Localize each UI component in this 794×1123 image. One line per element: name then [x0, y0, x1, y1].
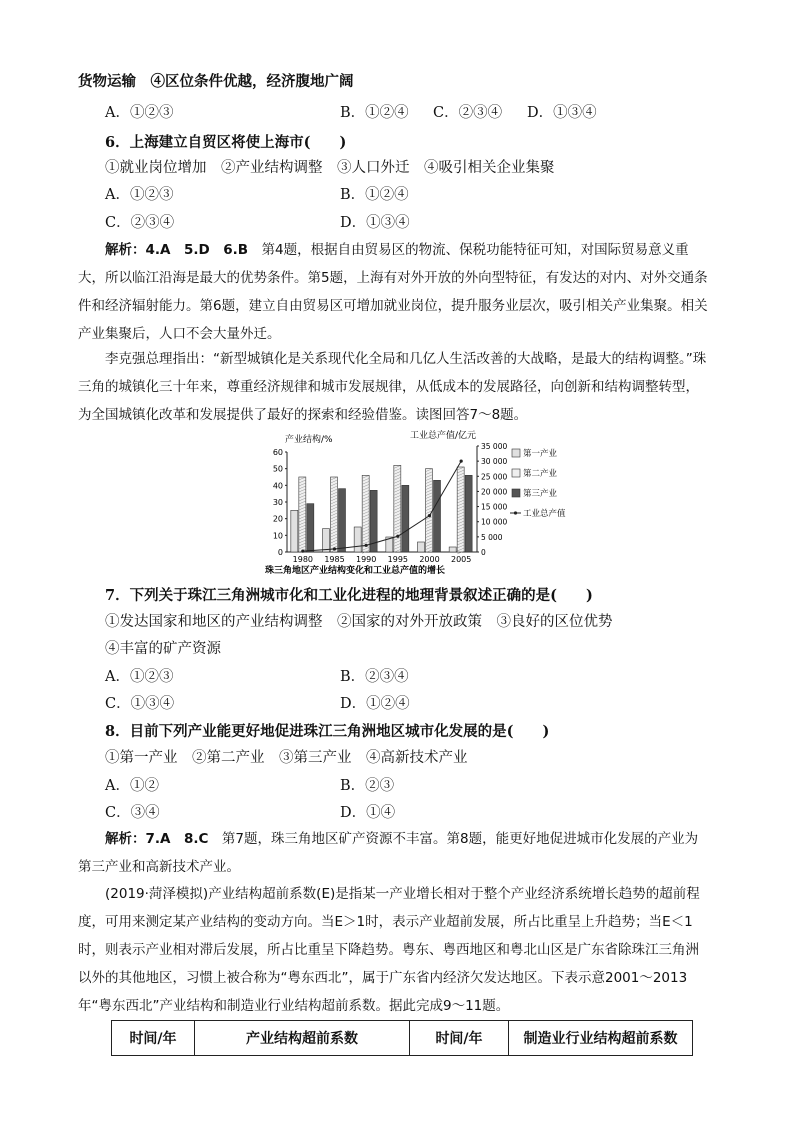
y-tick-label: 10 — [272, 531, 283, 541]
q8-option-c[interactable]: C．③④ — [105, 805, 160, 821]
table-header-manufacturing-coef: 制造业行业结构超前系数 — [509, 1021, 693, 1056]
y2-tick-label: 30 000 — [481, 457, 508, 467]
explanation-7-8-head: 解析：7.A 8.C — [105, 831, 209, 847]
y2-tick-label: 25 000 — [481, 472, 508, 482]
q7-option-d[interactable]: D．①②④ — [340, 696, 410, 712]
chart-x-tick-labels — [293, 555, 472, 564]
line-point — [365, 544, 368, 547]
industry-structure-chart — [265, 430, 566, 576]
explanation-4-6-head: 解析：4.A 5.D 6.B — [105, 242, 249, 258]
q6-items: ①就业岗位增加 ②产业结构调整 ③人口外迁 ④吸引相关企业集聚 — [105, 160, 555, 176]
q6-option-b[interactable]: B．①②④ — [340, 187, 409, 203]
y2-tick-label: 35 000 — [481, 442, 508, 451]
q5-option-c[interactable]: C．②③④ — [433, 105, 503, 121]
q5-option-d[interactable]: D．①③④ — [527, 105, 597, 121]
bar-2 — [402, 485, 409, 552]
table-header-row — [112, 1021, 693, 1056]
explanation-7-8 — [78, 825, 708, 881]
y2-tick-label: 15 000 — [481, 502, 508, 512]
y2-tick-label: 0 — [481, 548, 486, 557]
q8-option-d[interactable]: D．①④ — [340, 805, 396, 821]
line-point — [396, 535, 399, 538]
bar-2 — [434, 480, 441, 552]
q7-option-c[interactable]: C．①③④ — [105, 696, 175, 712]
line-point — [460, 460, 463, 463]
bar-2 — [465, 475, 472, 552]
q8-option-a[interactable]: A．①② — [105, 778, 159, 794]
x-tick-label: 2000 — [419, 555, 440, 564]
x-tick-label: 1980 — [292, 555, 314, 564]
y-tick-label: 40 — [272, 481, 283, 491]
q7-option-b[interactable]: B．②③④ — [340, 669, 409, 685]
explanation-4-6 — [78, 236, 708, 348]
bar-0 — [418, 542, 425, 552]
q6-option-c[interactable]: C．②③④ — [105, 215, 175, 231]
legend-swatch — [512, 489, 520, 497]
y2-tick-label: 20 000 — [481, 487, 508, 497]
y-tick-label: 0 — [277, 548, 283, 557]
intro-9-11-body: 产业结构超前系数(E)是指某一产业增长相对于整个产业经济系统增长趋势的超前程度，可用来测定某产业结构的变动方向。当E＞1时，表示产业超前发展，所占比重呈上升趋势；当E＜1时，则表示产业相对滞后发展，所占比重呈下降趋势。粤东、粤西地区和粤北山区是广东省除珠江三角洲以外的其他地区，习惯上被合称为“粤东西北”，属于广东省内经济欠发达地区。下表示意2001～2013年“粤东西北”产业结构和制造业行业结构超前系数。据此完成9～11题。 — [78, 886, 700, 1014]
legend-swatch — [512, 469, 520, 477]
q6-option-d[interactable]: D．①③④ — [340, 215, 410, 231]
x-tick-label: 1995 — [387, 555, 409, 564]
bar-2 — [339, 489, 346, 552]
chart-legend — [510, 448, 566, 519]
table-header-year-1: 时间/年 — [112, 1021, 195, 1056]
y-tick-label: 20 — [272, 514, 283, 524]
chart-ylabel: 产业结构/% — [285, 435, 333, 445]
y-tick-label: 60 — [272, 448, 283, 457]
y2-tick-label: 10 000 — [481, 517, 508, 527]
legend-label: 第一产业 — [523, 449, 558, 459]
q7-option-a[interactable]: A．①②③ — [105, 669, 174, 685]
chart-y2label: 工业总产值/亿元 — [410, 431, 477, 441]
y2-tick-label: 5 000 — [481, 532, 503, 542]
legend-swatch — [512, 449, 520, 457]
x-tick-label: 1985 — [324, 555, 345, 564]
chart-title: 珠三角地区产业结构变化和工业总产值的增长 — [265, 566, 446, 576]
q8-stem: 8．目前下列产业能更好地促进珠江三角洲地区城市化发展的是( ) — [105, 723, 550, 740]
q7-items-line2: ④丰富的矿产资源 — [105, 641, 221, 657]
legend-label: 工业总产值 — [523, 509, 566, 519]
legend-label: 第三产业 — [523, 489, 558, 499]
line-point — [333, 547, 336, 550]
bar-2 — [307, 504, 314, 552]
x-tick-label: 2005 — [450, 555, 472, 564]
bar-0 — [291, 510, 298, 552]
q7-stem: 7．下列关于珠江三角洲城市化和工业化进程的地理背景叙述正确的是( ) — [105, 587, 593, 604]
q5-option-b[interactable]: B．①②④ — [340, 105, 409, 121]
y-tick-label: 50 — [272, 464, 283, 474]
q6-stem: 6．上海建立自贸区将使上海市( ) — [105, 134, 347, 151]
q8-option-b[interactable]: B．②③ — [340, 778, 395, 794]
y-tick-label: 30 — [272, 498, 283, 507]
coefficient-table — [111, 1020, 693, 1056]
intro-9-11-source: (2019·菏泽模拟) — [105, 886, 209, 902]
bar-0 — [323, 529, 330, 552]
bar-0 — [354, 527, 361, 552]
q5-option-a[interactable]: A．①②③ — [105, 105, 174, 121]
bar-0 — [449, 547, 456, 552]
q7-items-line1: ①发达国家和地区的产业结构调整 ②国家的对外开放政策 ③良好的区位优势 — [105, 614, 613, 630]
q8-items: ①第一产业 ②第二产业 ③第三产业 ④高新技术产业 — [105, 750, 468, 766]
legend-line-dot — [514, 511, 517, 514]
q5-continuation: 货物运输 ④区位条件优越，经济腹地广阔 — [78, 73, 354, 90]
line-point — [428, 514, 431, 517]
explanation-4-6-body: 第4题，根据自由贸易区的物流、保税功能特征可知，对国际贸易意义重大，所以临江沿海是最大的优势条件。第5题，上海有对外开放的外向型特征，有发达的对内、对外交通条件和经济辐射能力。第6题，建立自由贸易区可增加就业岗位，提升服务业层次，吸引相关产业集聚。相关产业集聚后，人口不会大量外迁。 — [78, 242, 708, 342]
intro-9-11 — [78, 880, 708, 1020]
legend-label: 第二产业 — [523, 469, 558, 479]
table-header-year-2: 时间/年 — [410, 1021, 509, 1056]
line-point — [301, 549, 304, 552]
table-header-industry-coef: 产业结构超前系数 — [195, 1021, 410, 1056]
intro-7-8: 李克强总理指出：“新型城镇化是关系现代化全局和几亿人生活改善的大战略，是最大的结构调整。”珠三角的城镇化三十年来，尊重经济规律和城市发展规律，从低成本的发展路径，向创新和结构调整转型，为全国城镇化改革和发展提供了最好的探索和经验借鉴。读图回答7～8题。 — [78, 351, 707, 423]
x-tick-label: 1990 — [355, 555, 377, 564]
explanation-7-8-body: 第7题，珠三角地区矿产资源不丰富。第8题，能更好地促进城市化发展的产业为第三产业和高新技术产业。 — [78, 831, 699, 875]
q6-option-a[interactable]: A．①②③ — [105, 187, 174, 203]
